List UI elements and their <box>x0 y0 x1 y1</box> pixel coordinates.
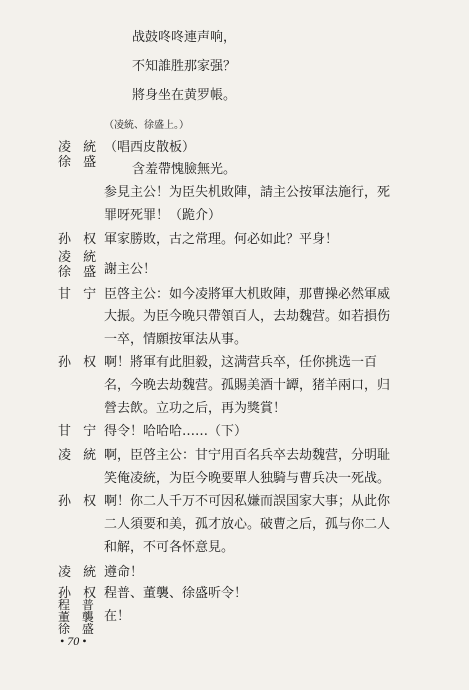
speaker-name: 徐 盛 <box>58 265 101 280</box>
script-line: 軍家勝敗，古之常理。何必如此？平身！ <box>104 232 339 247</box>
speaker-name: 孙 权 <box>58 232 101 247</box>
script-line: 臣啓主公：如今凌將軍大机敗陣，那曹操必然軍威 <box>104 287 391 302</box>
speaker-name: 孙 权 <box>58 355 101 370</box>
script-line: （凌統、徐盛上。） <box>104 120 189 131</box>
script-line: （唱西皮散板） <box>104 140 196 155</box>
speaker-name: 甘 宁 <box>58 287 101 302</box>
script-line: 名，今晚去劫魏营。孤賜美酒十罈，猪羊兩口，归 <box>104 378 391 393</box>
speaker-name: 甘 宁 <box>58 424 101 439</box>
script-line: 含羞帶愧臉無光。 <box>132 162 237 177</box>
script-line: 將身坐在黄罗帳。 <box>132 88 237 103</box>
script-line: 遵命！ <box>104 565 144 580</box>
speaker-name: 徐 盛 <box>58 155 101 170</box>
speaker-name: 孙 权 <box>58 586 101 601</box>
speaker-name: 徐 盛 <box>58 622 98 636</box>
script-line: 得令！哈哈哈……（下） <box>104 424 248 439</box>
speaker-name: 程 普 <box>58 598 98 612</box>
script-line: 战鼓咚咚連声响， <box>132 30 237 45</box>
script-line: 程普、董襲、徐盛听令！ <box>104 586 248 601</box>
script-line: 罪呀死罪！（跪介） <box>104 208 222 223</box>
script-line: 營去飲。立功之后，再为獎賞！ <box>104 401 287 416</box>
script-line: 二人須要和美，孤才放心。破曹之后，孤与你二人 <box>104 517 391 532</box>
speaker-name: 凌 統 <box>58 250 101 265</box>
speaker-name: 凌 統 <box>58 140 101 155</box>
speaker-name: 凌 統 <box>58 565 101 580</box>
script-line: 謝主公！ <box>104 262 157 277</box>
script-line: 大振。为臣今晚只帶領百人，去劫魏营。如若損伤 <box>104 309 391 324</box>
script-line: 一卒，情願按軍法从事。 <box>104 332 248 347</box>
script-line: 在！ <box>104 609 131 624</box>
speaker-name: 凌 統 <box>58 448 101 463</box>
speaker-name: 孙 权 <box>58 494 101 509</box>
speaker-name: 董 襲 <box>58 610 98 624</box>
script-line: 不知誰胜那家强？ <box>132 59 237 74</box>
script-line: 啊！你二人千万不可因私嫌而誤国家大事；从此你 <box>104 494 391 509</box>
script-line: 啊，臣啓主公：甘宁用百名兵卒去劫魏营，分明耻 <box>104 448 391 463</box>
script-line: 参見主公！为臣失机敗陣，請主公按軍法施行，死 <box>104 185 391 200</box>
script-line: 和解，不可各怀意見。 <box>104 540 235 555</box>
script-line: 啊！將軍有此胆毅，这满营兵卒，任你挑选一百 <box>104 355 378 370</box>
script-line: 笑俺凌統，为臣今晚要單人独騎与曹兵决一死战。 <box>104 471 391 486</box>
page-number: • 70 • <box>60 634 87 648</box>
